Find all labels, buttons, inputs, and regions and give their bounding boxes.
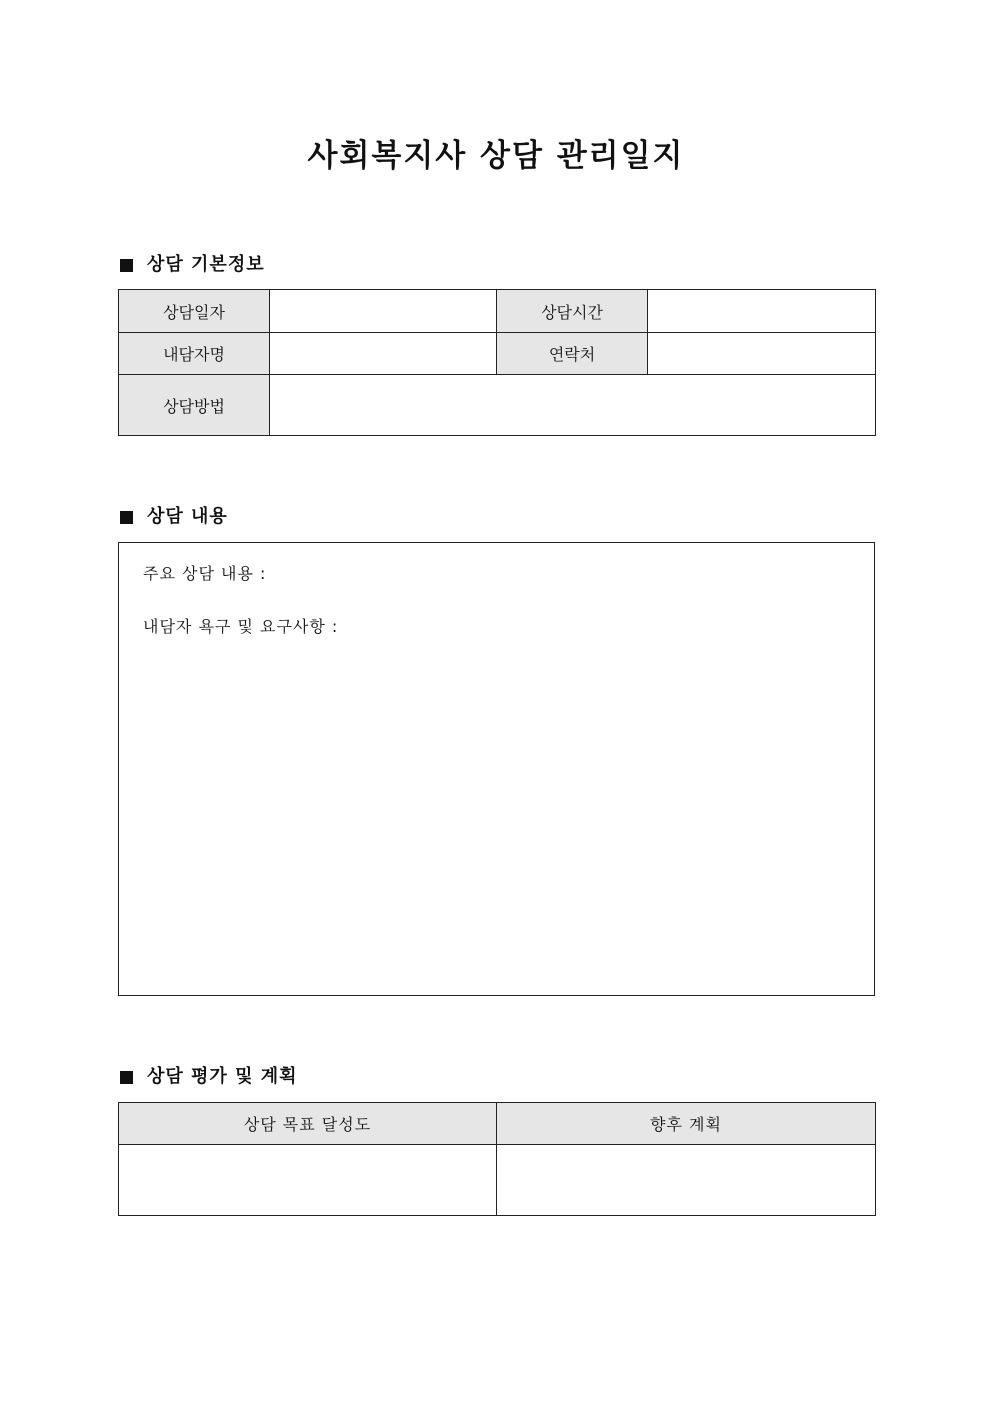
section-heading-content [118, 504, 228, 530]
label-consult-time: 상담시간 [497, 290, 648, 333]
section-heading-label: 상담 기본정보 [147, 254, 265, 275]
document-title: 사회복지사 상담 관리일지 [307, 138, 685, 174]
main-content-label: 주요 상담 내용 : [143, 564, 267, 583]
consult-date-field[interactable] [270, 290, 497, 333]
table-row [119, 333, 876, 375]
table-row [119, 290, 876, 333]
square-bullet-icon [120, 259, 133, 272]
client-needs-label: 내담자 욕구 및 요구사항 : [143, 617, 339, 636]
future-plan-field[interactable] [497, 1145, 876, 1216]
basic-info-table [118, 289, 876, 436]
evaluation-table [118, 1102, 876, 1216]
label-client-name: 내담자명 [119, 333, 270, 375]
table-row [119, 1145, 876, 1216]
goal-achievement-field[interactable] [119, 1145, 497, 1216]
section-heading-label: 상담 내용 [147, 506, 228, 527]
consult-time-field[interactable] [648, 290, 876, 333]
consult-content-box[interactable] [118, 542, 875, 996]
square-bullet-icon [120, 1071, 133, 1084]
square-bullet-icon [120, 511, 133, 524]
table-row [119, 1103, 876, 1145]
label-consult-method: 상담방법 [119, 375, 270, 436]
section-heading-basic-info [118, 252, 265, 278]
section-heading-label: 상담 평가 및 계획 [147, 1066, 298, 1087]
label-consult-date: 상담일자 [119, 290, 270, 333]
header-future-plan: 향후 계획 [497, 1103, 876, 1145]
label-contact: 연락처 [497, 333, 648, 375]
consult-method-field[interactable] [270, 375, 876, 436]
table-row [119, 375, 876, 436]
section-heading-evaluation [118, 1064, 298, 1090]
client-name-field[interactable] [270, 333, 497, 375]
header-goal-achievement: 상담 목표 달성도 [119, 1103, 497, 1145]
contact-field[interactable] [648, 333, 876, 375]
